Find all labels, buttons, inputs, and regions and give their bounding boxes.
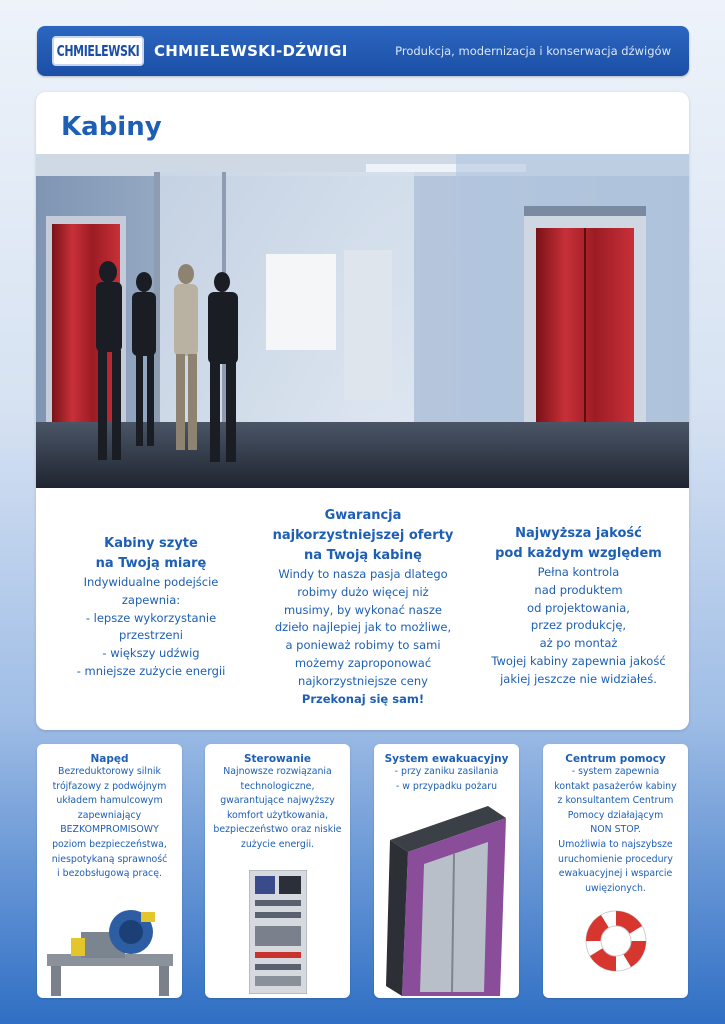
feature-title: Napęd — [90, 753, 129, 765]
page-title: Kabiny — [61, 112, 162, 142]
column-heading: Kabiny szyte na Twoją miarę — [95, 536, 207, 571]
main-card — [36, 92, 689, 730]
feature-text: - system zapewnia kontakt pasażerów kabiny z konsultantem Centrum Pomocy działającym NON STOP. Umożliwia to najszybsze uruchomienie procedury ewakuacyjnej i wsparcie uwięzionych. — [554, 766, 677, 894]
column-heading: Gwarancja najkorzystniejszej oferty na Twoją kabinę — [272, 508, 454, 563]
column-quality — [476, 524, 681, 689]
feature-card-help-center — [543, 744, 688, 998]
header-bar — [37, 26, 689, 76]
company-logo — [52, 36, 144, 66]
call-to-action: Przekonaj się sam! — [301, 691, 425, 706]
feature-text: - przy zaniku zasilania - w przypadku pożaru — [394, 766, 499, 792]
lobby-illustration — [36, 154, 689, 488]
lifebuoy-icon — [581, 906, 651, 976]
feature-text: Bezreduktorowy silnik trójfazowy z podwójnym układem hamulcowym zapewniający BEZKOMPROMISOWY poziom bezpieczeństwa, niespotykaną sprawność i bezobsługową pracę. — [51, 766, 168, 880]
tagline: Produkcja, modernizacja i konserwacja dźwigów — [395, 44, 671, 58]
column-best-offer — [258, 506, 468, 708]
column-text: Indywidualne podejście zapewnia: - lepsze wykorzystanie przestrzeni - większy udźwig - mniejsze zużycie energii — [76, 575, 226, 678]
control-cabinet-icon — [249, 870, 307, 994]
feature-card-control — [205, 744, 350, 998]
hero-image — [36, 154, 689, 488]
column-heading: Najwyższa jakość pod każdym względem — [495, 526, 662, 561]
feature-card-drive — [37, 744, 182, 998]
feature-title: Centrum pomocy — [565, 753, 666, 765]
column-text: Pełna kontrola nad produktem od projektowania, przez produkcję, aż po montaż Twojej kabiny zapewnia jakość jakiej jeszcze nie widziałeś. — [491, 565, 666, 686]
motor-icon — [41, 902, 179, 996]
feature-title: Sterowanie — [243, 753, 312, 765]
elevator-door-icon — [384, 800, 510, 996]
feature-text: Najnowsze rozwiązania technologiczne, gwarantujące najwyższy komfort użytkowania, bezpieczeństwo oraz niskie zużycie energii. — [213, 766, 342, 850]
logo-text: CHMIELEWSKI — [56, 42, 140, 60]
column-custom-cabins — [56, 534, 246, 681]
column-text: Windy to nasza pasja dlatego robimy dużo więcej niż musimy, by wykonać nasze dzieło najlepiej jak to możliwe, a ponieważ robimy to sami możemy zaproponować najkorzystniejsze ceny Przekonaj się sam! — [274, 567, 452, 706]
feature-card-evacuation — [374, 744, 519, 998]
feature-title: System ewakuacyjny — [384, 753, 509, 765]
brand-name: CHMIELEWSKI-DŹWIGI — [154, 42, 348, 60]
